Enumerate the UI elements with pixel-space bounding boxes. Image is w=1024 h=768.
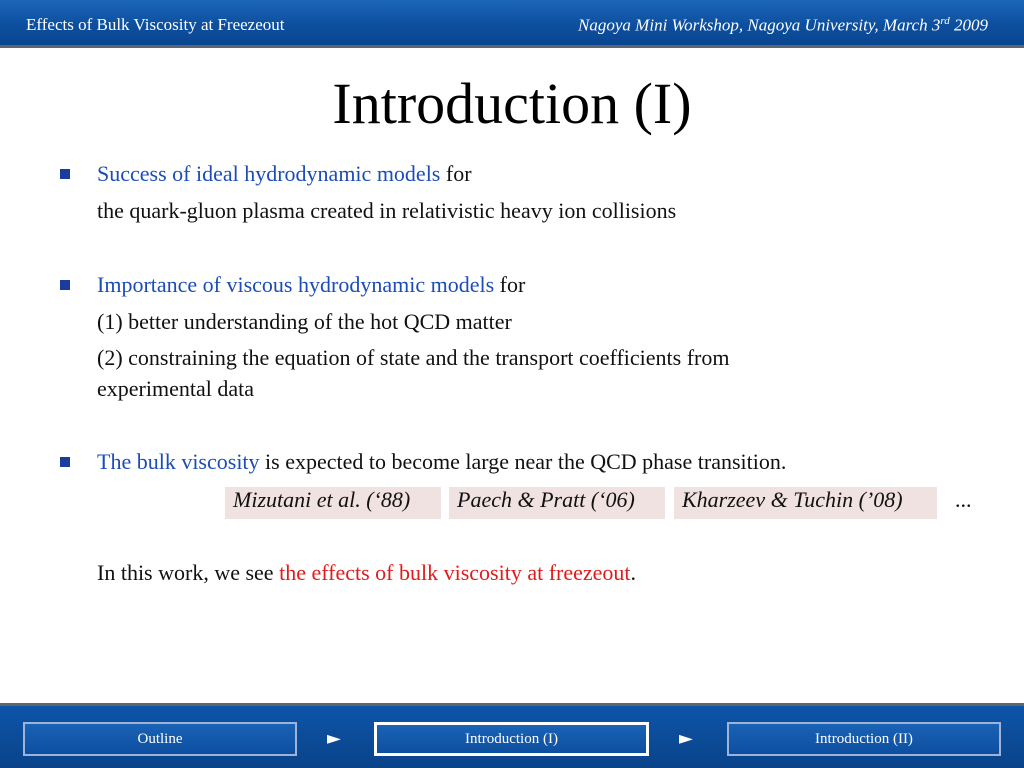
bullet-marker-3 bbox=[60, 457, 70, 467]
event-info-superscript: rd bbox=[940, 15, 950, 27]
bullet-2-line-2: (2) constraining the equation of state and the transport coefficients from bbox=[97, 345, 730, 370]
nav-arrow-right-icon: ► bbox=[679, 728, 693, 749]
nav-button-current[interactable]: Introduction (I) bbox=[374, 722, 649, 756]
nav-button-next[interactable]: Introduction (II) bbox=[727, 722, 1001, 756]
event-info-year: 2009 bbox=[949, 15, 988, 35]
conclusion-suffix: . bbox=[630, 560, 637, 585]
bullet-2-line-1: (1) better understanding of the hot QCD matter bbox=[97, 309, 512, 334]
bullet-marker-1 bbox=[60, 169, 70, 179]
slide-title: Introduction (I) bbox=[332, 71, 692, 136]
presentation-title: Effects of Bulk Viscosity at Freezeout bbox=[26, 15, 285, 34]
conclusion-line bbox=[97, 560, 636, 586]
reference-mizutani: Mizutani et al. (‘88) bbox=[225, 487, 441, 519]
references-ellipsis: ... bbox=[955, 487, 972, 512]
bullet-marker-2 bbox=[60, 280, 70, 290]
bullet-2-highlight: Importance of viscous hydrodynamic models bbox=[97, 272, 495, 297]
footer-nav bbox=[0, 703, 1024, 768]
bullet-1-heading bbox=[97, 161, 472, 187]
event-info bbox=[578, 15, 988, 36]
bullet-2-rest: for bbox=[494, 272, 526, 297]
bullet-1-line-1: the quark-gluon plasma created in relativistic heavy ion collisions bbox=[97, 198, 677, 223]
event-info-text: Nagoya Mini Workshop, Nagoya University, March 3 bbox=[578, 15, 941, 35]
bullet-2-heading bbox=[97, 272, 525, 298]
bullet-3-rest: is expected to become large near the QCD phase transition. bbox=[259, 449, 787, 474]
nav-button-outline[interactable]: Outline bbox=[23, 722, 297, 756]
reference-kharzeev-tuchin: Kharzeev & Tuchin (’08) bbox=[674, 487, 937, 519]
conclusion-highlight: the effects of bulk viscosity at freezeout bbox=[279, 560, 631, 585]
conclusion-prefix: In this work, we see bbox=[97, 560, 280, 585]
reference-paech-pratt: Paech & Pratt (‘06) bbox=[449, 487, 665, 519]
nav-arrow-right-icon: ► bbox=[327, 728, 341, 749]
bullet-2-line-3: experimental data bbox=[97, 376, 254, 401]
bullet-3-heading bbox=[97, 449, 786, 475]
header-bar bbox=[0, 0, 1024, 48]
bullet-1-highlight: Success of ideal hydrodynamic models bbox=[97, 161, 441, 186]
bullet-3-highlight: The bulk viscosity bbox=[97, 449, 260, 474]
bullet-1-rest: for bbox=[440, 161, 472, 186]
